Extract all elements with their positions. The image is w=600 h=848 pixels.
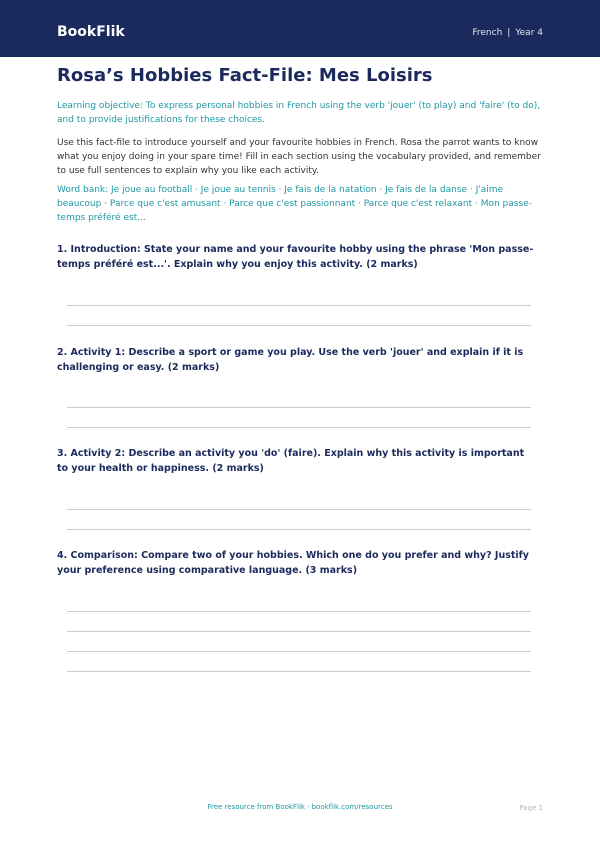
learning-objective: Learning objective: To express personal hobbies in French using the verb 'jouer' (to play) and 'faire' (to do), and to provide justifications for these choices. bbox=[57, 101, 541, 125]
answer-line[interactable] bbox=[67, 427, 531, 428]
year-label: Year 4 bbox=[515, 28, 543, 38]
answer-line[interactable] bbox=[67, 305, 531, 306]
answer-line[interactable] bbox=[67, 611, 531, 612]
intro-paragraph: Use this fact-file to introduce yourself and your favourite hobbies in French. Rosa the parrot wants to know what you enjoy doing in your spare time! Fill in each section using the vocabulary provided, and remember to use full sentences to explain why you like each activity. bbox=[57, 138, 541, 176]
page-title: Rosa’s Hobbies Fact-File: Mes Loisirs bbox=[57, 65, 433, 86]
answer-line[interactable] bbox=[67, 529, 531, 530]
answer-line[interactable] bbox=[67, 671, 531, 672]
answer-line[interactable] bbox=[67, 325, 531, 326]
question-1: 1. Introduction: State your name and your favourite hobby using the phrase 'Mon passe-temps préféré est...'. Explain why you enjoy this activity. (2 marks) bbox=[57, 244, 534, 270]
meta-separator: | bbox=[507, 28, 511, 38]
subject-label: French bbox=[472, 28, 503, 38]
brand-logo[interactable]: BookFlik bbox=[57, 24, 125, 40]
answer-line[interactable] bbox=[67, 651, 531, 652]
header-bar bbox=[0, 0, 600, 57]
answer-line[interactable] bbox=[67, 509, 531, 510]
question-3: 3. Activity 2: Describe an activity you 'do' (faire). Explain why this activity is important to your health or happiness. (2 marks) bbox=[57, 448, 525, 474]
word-bank: Word bank: Je joue au football · Je joue au tennis · Je fais de la natation · Je fais de la danse · J'aime beaucoup · Parce que c'est amusant · Parce que c'est passionnant · Parce que c'est relaxant · Mon passe-temps préféré est... bbox=[57, 185, 532, 223]
subject-year-meta bbox=[472, 27, 543, 39]
question-2: 2. Activity 1: Describe a sport or game you play. Use the verb 'jouer' and explain if it is challenging or easy. (2 marks) bbox=[57, 347, 524, 373]
answer-line[interactable] bbox=[67, 407, 531, 408]
page-number: Page 1 bbox=[519, 804, 543, 812]
footer-source-link[interactable]: Free resource from BookFlik · bookflik.com/resources bbox=[207, 803, 393, 811]
question-4: 4. Comparison: Compare two of your hobbies. Which one do you prefer and why? Justify your preference using comparative language. (3 marks) bbox=[57, 550, 529, 576]
answer-line[interactable] bbox=[67, 631, 531, 632]
